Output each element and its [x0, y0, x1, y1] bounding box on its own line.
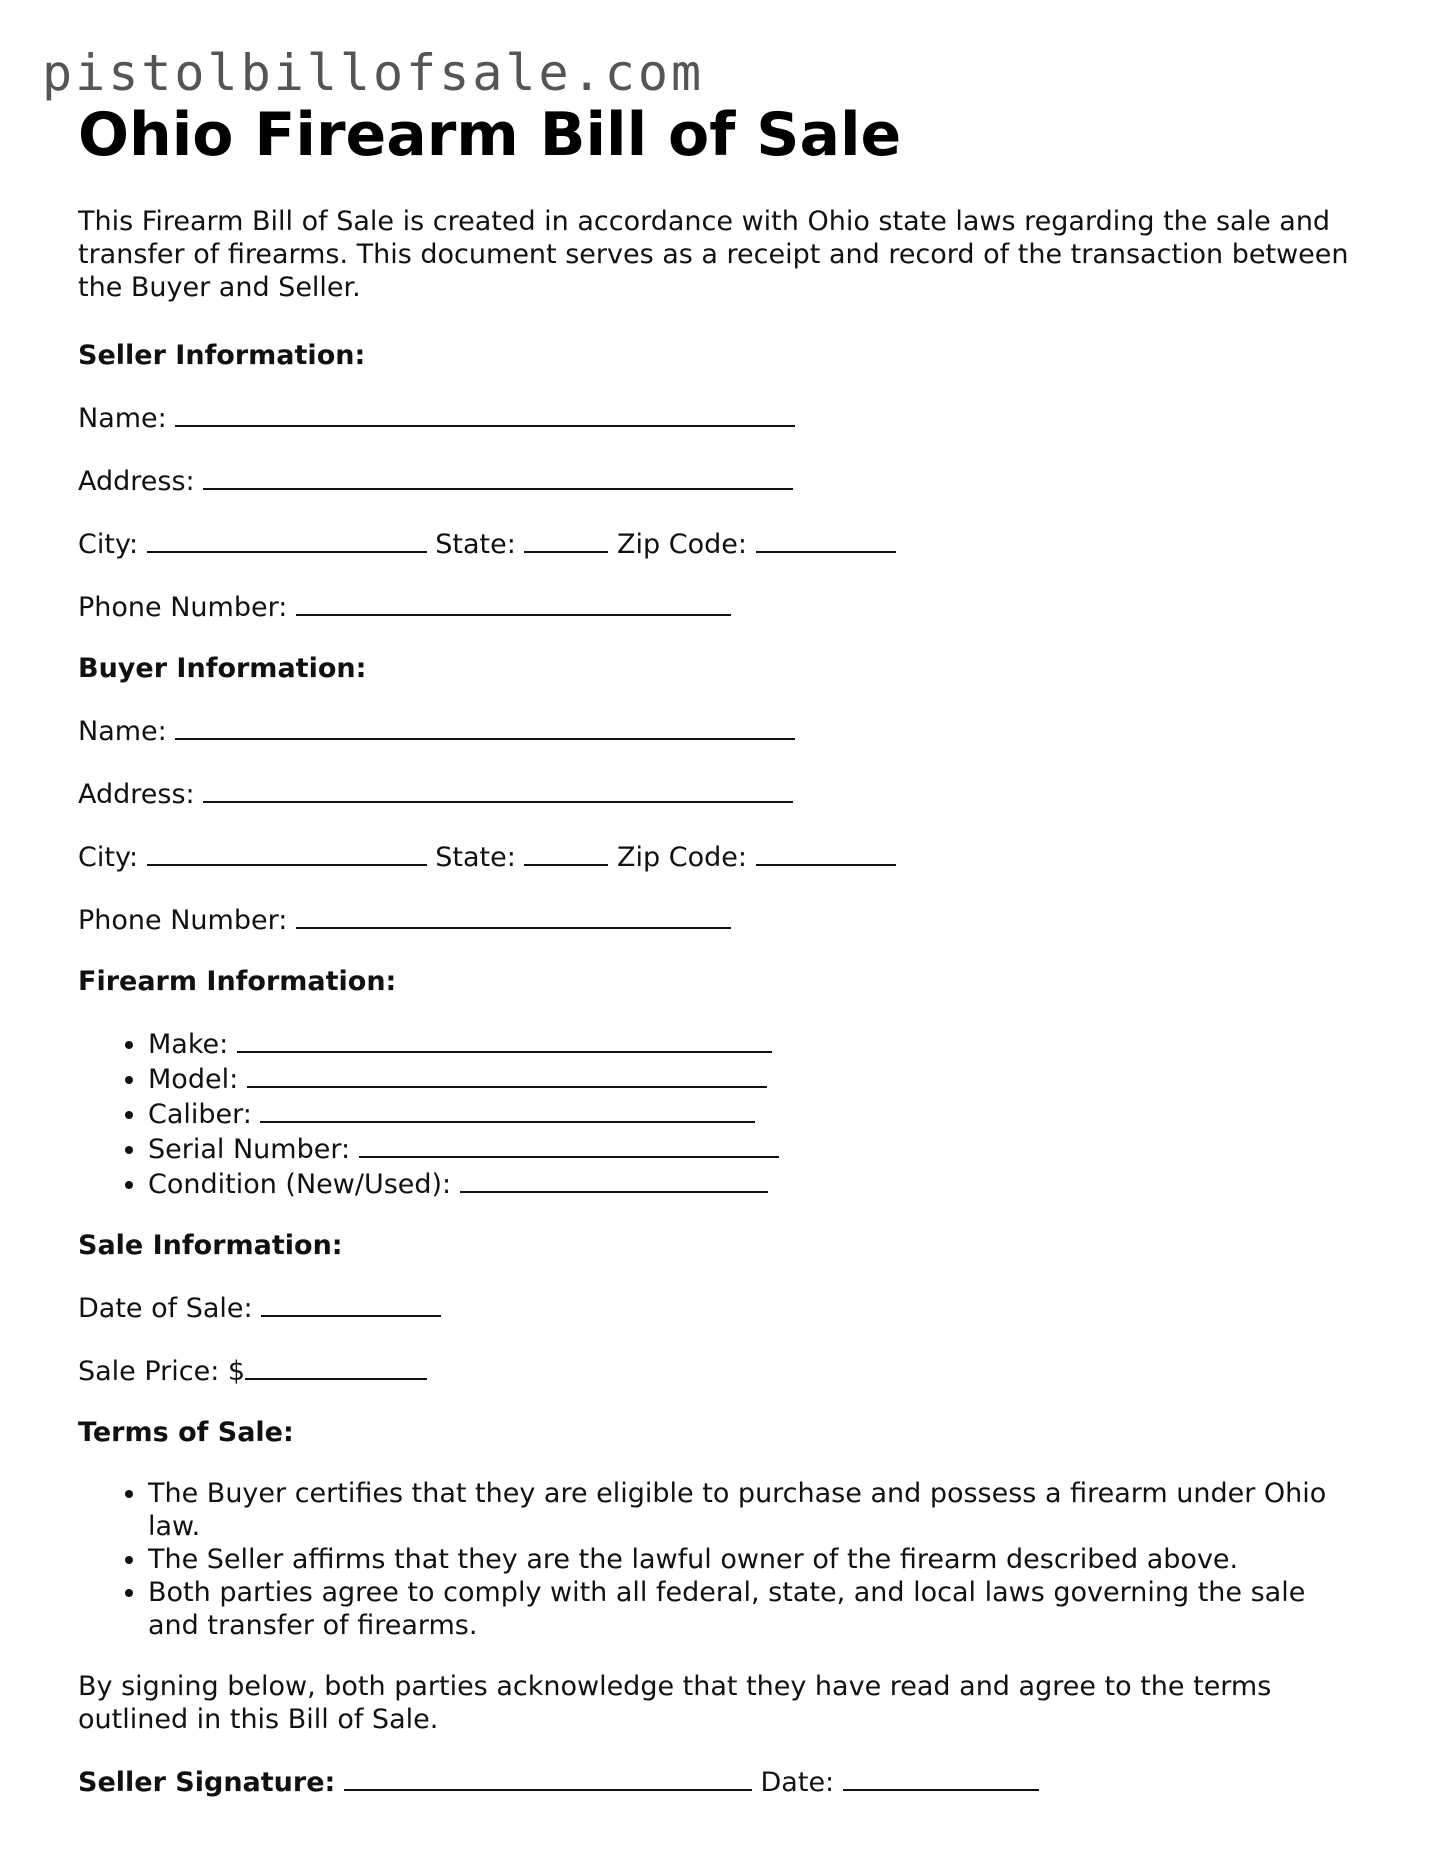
terms-heading: Terms of Sale: — [78, 1417, 294, 1448]
seller-signature-label: Seller Signature: — [78, 1767, 336, 1798]
buyer-address-field[interactable] — [203, 776, 793, 803]
seller-address-field[interactable] — [203, 463, 793, 490]
firearm-make-field[interactable] — [237, 1026, 772, 1053]
sale-date-field[interactable] — [261, 1290, 441, 1317]
seller-phone-field[interactable] — [296, 589, 731, 616]
seller-phone-row — [78, 589, 1358, 624]
terms-item: • Both parties agree to comply with all federal, state, and local laws governing the sale and transfer of firearms. — [148, 1576, 1358, 1642]
firearm-condition-field[interactable] — [460, 1166, 768, 1193]
buyer-state-label: State: — [435, 842, 516, 873]
firearm-serial-label: Serial Number: — [148, 1134, 351, 1165]
seller-name-label: Name: — [78, 403, 167, 434]
seller-city-row — [78, 526, 1358, 561]
seller-address-row — [78, 463, 1358, 498]
buyer-zip-field[interactable] — [756, 839, 896, 866]
form-body — [78, 205, 1358, 1827]
buyer-city-label: City: — [78, 842, 139, 873]
signature-date-label: Date: — [760, 1767, 835, 1798]
firearm-condition-item — [148, 1166, 1358, 1201]
seller-zip-label: Zip Code: — [617, 529, 747, 560]
sale-date-row — [78, 1290, 1358, 1325]
seller-state-field[interactable] — [524, 526, 608, 553]
firearm-model-item — [148, 1061, 1358, 1096]
seller-name-field[interactable] — [175, 400, 795, 427]
signature-date-field[interactable] — [843, 1764, 1039, 1791]
terms-item: • The Seller affirms that they are the lawful owner of the firearm described above. — [148, 1543, 1358, 1576]
seller-zip-field[interactable] — [756, 526, 896, 553]
buyer-state-field[interactable] — [524, 839, 608, 866]
firearm-model-field[interactable] — [247, 1061, 767, 1088]
sale-date-label: Date of Sale: — [78, 1293, 253, 1324]
seller-state-label: State: — [435, 529, 516, 560]
firearm-make-label: Make: — [148, 1029, 229, 1060]
page-title: Ohio Firearm Bill of Sale — [78, 100, 902, 170]
buyer-name-field[interactable] — [175, 713, 795, 740]
buyer-zip-label: Zip Code: — [617, 842, 747, 873]
buyer-city-row — [78, 839, 1358, 874]
seller-city-label: City: — [78, 529, 139, 560]
buyer-address-label: Address: — [78, 779, 195, 810]
sale-heading: Sale Information: — [78, 1230, 343, 1261]
buyer-phone-label: Phone Number: — [78, 905, 288, 936]
buyer-phone-field[interactable] — [296, 902, 731, 929]
buyer-name-label: Name: — [78, 716, 167, 747]
firearm-caliber-field[interactable] — [260, 1096, 755, 1123]
firearm-caliber-item — [148, 1096, 1358, 1131]
firearm-condition-label: Condition (New/Used): — [148, 1169, 452, 1200]
seller-address-label: Address: — [78, 466, 195, 497]
firearm-make-item — [148, 1026, 1358, 1061]
buyer-phone-row — [78, 902, 1358, 937]
terms-item: • The Buyer certifies that they are eligible to purchase and possess a firearm under Ohio law. — [148, 1477, 1358, 1543]
seller-phone-label: Phone Number: — [78, 592, 288, 623]
signature-row — [78, 1764, 1358, 1799]
sale-price-label: Sale Price: $ — [78, 1356, 246, 1387]
seller-signature-field[interactable] — [344, 1764, 752, 1791]
firearm-list — [78, 1026, 1358, 1201]
firearm-heading: Firearm Information: — [78, 966, 397, 997]
firearm-model-label: Model: — [148, 1064, 239, 1095]
firearm-caliber-label: Caliber: — [148, 1099, 252, 1130]
terms-list — [78, 1477, 1358, 1642]
closing-paragraph: By signing below, both parties acknowledge that they have read and agree to the terms outlined in this Bill of Sale. — [78, 1671, 1272, 1735]
firearm-serial-field[interactable] — [359, 1131, 779, 1158]
buyer-city-field[interactable] — [147, 839, 427, 866]
seller-heading: Seller Information: — [78, 340, 366, 371]
buyer-address-row — [78, 776, 1358, 811]
seller-name-row — [78, 400, 1358, 435]
seller-city-field[interactable] — [147, 526, 427, 553]
firearm-serial-item — [148, 1131, 1358, 1166]
sale-price-field[interactable] — [245, 1353, 427, 1380]
intro-paragraph: This Firearm Bill of Sale is created in accordance with Ohio state laws regarding the sale and transfer of firearms. This document serves as a receipt and record of the transaction between the Buyer and Seller. — [78, 206, 1349, 303]
sale-price-row — [78, 1353, 1358, 1388]
site-watermark: pistolbillofsale.com — [42, 44, 705, 102]
buyer-name-row — [78, 713, 1358, 748]
buyer-heading: Buyer Information: — [78, 653, 367, 684]
